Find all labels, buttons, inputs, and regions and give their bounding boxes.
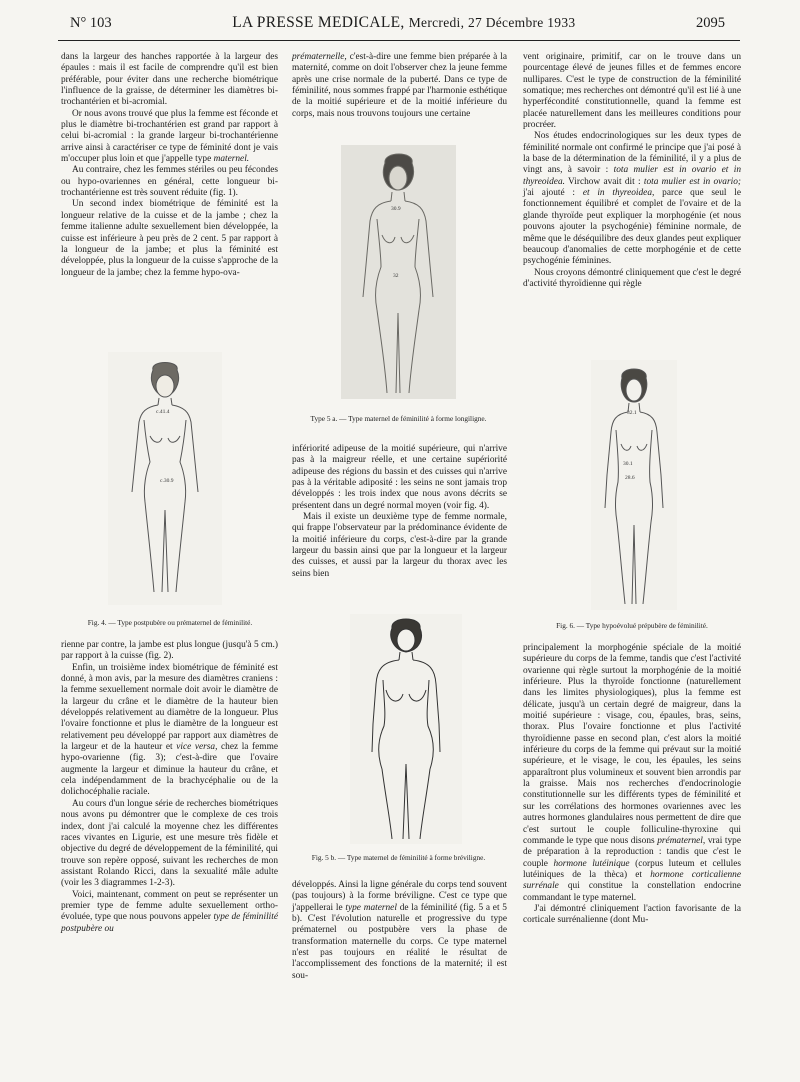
journal-title xyxy=(232,14,575,32)
measurement-label: 32 xyxy=(393,273,399,279)
column-2-top xyxy=(292,52,507,120)
paragraph: rienne par contre, la jambe est plus longue (jusqu'à 5 cm.) par rapport à la cuisse (fig. 2). xyxy=(61,640,278,662)
column-2-middle xyxy=(292,444,507,580)
column-1-bottom xyxy=(61,640,278,935)
issue-date: Mercredi, 27 Décembre 1933 xyxy=(408,15,576,30)
figure-4-photo xyxy=(108,352,222,605)
paragraph: Nos études endocrinologiques sur les deux types de féminilité normale ont confirmé le principe que j'ai posé à la base de la détermination de la féminilité, il y a plus de vingt ans, à savoir : tota mulier est in ovario et in thyreoidea. Virchow avait dit : tota mulier est in ovario; j'ai ajouté : et in thyreoidea, parce que seul le fonctionnement équilibré et complet de l'ovaire et de la glande thyroïde peut expliquer la morphogénie (et nous pouvons ajouter la psychogénie) féminine normale, de même que le déséquilibre des deux glandes peut expliquer beaucoup d'anomalies de cette morphogénie et de cette psychogénie féminines. xyxy=(523,131,742,267)
paragraph: développés. Ainsi la ligne générale du corps tend souvent (pas toujours) à la forme bréviligne. C'est ce type que j'appellerai le type maternel de la féminilité (fig. 5 a et 5 b). C'est l'évolution naturelle et progressive du type prématernel ou postpubère vers la phase de transformation maternelle du corps. Ce type maternel n'est pas toujours en réalité le résultat de l'accomplissement des fonctions de la maternité; il est sou- xyxy=(292,880,507,981)
paragraph: Enfin, un troisième index biométrique de féminité est donné, à mon avis, par la mesure des diamètres craniens : la femme sexuellement normale doit avoir le diamètre de la largeur du crâne et le diamètre de la hauteur bien développés relativement au diamètre de la longueur. Plus l'ovaire fonctionne et plus le diamètre de la longueur est relativement peu développé par rapport aux diamètres de la largeur et de la hauteur et vice versa, chez la femme hypo-ovarienne (fig. 3); c'est-à-dire que l'ovaire augmente la largeur et diminue la hauteur du crâne, et cela indépendamment de la brachycéphalie ou de la dolichocéphalie raciale. xyxy=(61,662,278,798)
journal-name: LA PRESSE MEDICALE, xyxy=(232,14,405,31)
paragraph: Mais il existe un deuxième type de femme normale, qui frappe l'observateur par la prédominance évidente de la moitié inférieure du corps, c'est-à-dire par la grande largeur du bassin ainsi que par la longueur et la largeur des cuisses, et aussi par la largeur du thorax avec les seins bien xyxy=(292,512,507,579)
paragraph: Au cours d'un longue série de recherches biométriques nous avons pu démontrer que le complexe de ces trois index, dont j'ai calculé la moyenne chez les différentes races vivantes en Ligurie, est une mesure très fidèle et objective du degré de développement de la féminilité, qui trouve son repère opposé, suivant les recherches de mon assistant Rolando Ricci, dans la sexualité mâle adulte (voir les 3 diagrammes 1-2-3). xyxy=(61,798,278,889)
paragraph: vent originaire, primitif, car on le trouve dans un pourcentage élevé de jeunes filles et de femmes encore nullipares. C'est le type de construction de la féminilité somatique; mes recherches ont démontré qu'il est lié à une hyperfécondité constitutionnelle, quand la femme est placée naturellement dans les meilleures conditions pour procréer. xyxy=(523,52,741,131)
figure-6-photo xyxy=(591,360,677,610)
issue-number: N° 103 xyxy=(70,15,112,31)
paragraph: Au contraire, chez les femmes stériles ou peu fécondes ou hypo-ovariennes en général, cette longueur bi-trochantérienne est très souvent réduite (fig. 1). xyxy=(61,165,278,199)
female-figure-illustration xyxy=(108,352,222,605)
measurement-label: 30.1 xyxy=(623,461,633,467)
paragraph: J'ai démontré cliniquement l'action favorisante de la corticale surrénalienne (dont Mu- xyxy=(523,903,741,926)
measurement-label: c.30.9 xyxy=(160,478,174,484)
column-3-top xyxy=(523,52,741,290)
measurement-label: c.41.4 xyxy=(156,409,170,415)
figure-4-caption: Fig. 4. — Type postpubère ou prématernel de féminilité. xyxy=(87,618,253,627)
column-3-bottom xyxy=(523,643,741,927)
female-figure-illustration xyxy=(591,360,677,610)
column-1-top xyxy=(61,52,278,279)
paragraph: prématernelle, c'est-à-dire une femme bien préparée à la maternité, comme on doit l'observer chez la jeune femme après une crise normale de la puberté. Dans ce type de féminilité, nous sommes frappé par l'harmonie esthétique de la moitié supérieure et de la moitié inférieure du corps, mais nous trouvons toujours une certaine xyxy=(292,52,507,119)
page-number: 2095 xyxy=(696,15,725,31)
paragraph: infériorité adipeuse de la moitié supérieure, qui n'arrive pas à la maigreur réelle, et une certaine supériorité adipeuse des régions du bassin et des cuisses qui n'arrive pas à la véritable adiposité : les seins ne sont jamais trop développés : les trois index que nous avons décrits se présentent dans un degré normal moyen (voir fig. 4). xyxy=(292,444,507,511)
header-rule xyxy=(58,40,740,41)
paragraph: Voici, maintenant, comment on peut se représenter un premier type de femme adulte sexuellement ortho-évoluée, type que nous pouvons appeler type de féminilité postpubère ou xyxy=(61,889,279,934)
paragraph: Or nous avons trouvé que plus la femme est féconde et plus le diamètre bi-trochantérien est grand par rapport à celui bi-acromial : la grande largeur bi-trochantérienne arrive ainsi à caractériser ce type de féminité dont je vais m'occuper plus loin et que j'appelle type maternel. xyxy=(61,108,278,165)
female-figure-illustration xyxy=(341,145,456,399)
figure-5a-caption: Type 5 a. — Type maternel de féminilité à forme longiligne. xyxy=(310,414,487,423)
page-header xyxy=(70,14,725,38)
paragraph: Nous croyons démontré cliniquement que c'est le degré d'activité thyroïdienne qui règle xyxy=(523,267,741,289)
female-figure-illustration xyxy=(350,614,462,844)
paragraph: Un second index biométrique de féminité est la longueur relative de la cuisse et de la jambe ; chez la femme italienne adulte sexuellement bien développée, la cuisse est inférieure à peu près de 2 cent. 5 par rapport à la longueur de la jambe; et plus la féminité est développée, plus la longueur de la cuisse s'approche de la longueur de la jambe; chez la femme hypo-ova- xyxy=(61,199,278,278)
measurement-label: 30.9 xyxy=(391,206,401,212)
figure-5a-photo xyxy=(341,145,456,399)
figure-5b-photo xyxy=(350,614,462,844)
paragraph: dans la largeur des hanches rapportée à la largeur des épaules : mais il est facile de comprendre qu'il est bien préférable, pour éviter dans une recherche biométrique l'influence de la graisse, de déterminer les diamètres bi-trochantérien et bi-acromial. xyxy=(61,52,278,108)
figure-5b-caption: Fig. 5 b. — Type maternel de féminilité à forme bréviligne. xyxy=(311,853,486,862)
measurement-label: 32.1 xyxy=(627,410,637,416)
figure-6-caption: Fig. 6. — Type hypoévolué prépubère de féminilité. xyxy=(556,621,708,630)
column-2-bottom xyxy=(292,880,507,982)
paragraph: principalement la morphogénie spéciale de la moitié supérieure du corps de la femme, tandis que c'est l'activité ovarienne qui règle surtout la morphogénie de la moitié inférieure. Plus la thyroïde fonctionne (naturellement dans les limites physiologiques), plus la femme est délicate, jusqu'à un certain degré de maigreur, dans la moitié supérieure : visage, cou, épaules, bras, seins, thorax. Plus l'ovaire fonctionne et plus l'activité thyroïdienne passe en second plan, c'est alors la moitié inférieure du corps de la femme qui prévaut sur la moitié supérieure, et le visage, le cou, les épaules, les seins apparaîtront plus volumineux et souvent bien arrondis par la graisse. Mais nos recherches d'endocrinologie constitutionnelle sur les différents types de féminilité et sur les corrélations des hormones ovariennes avec les autres hormones glandulaires nous permettent de dire que c'est surtout le couple folliculine-thyroxine qui commande le type que nous disons prématernel, vrai type de préparation à la reproduction : tandis que c'est le couple hormone lutéinique (corpus luteum et cellules lutéiniques de la thèca) et hormone corticalienne surrénale qui constitue la constellation endocrine commandant le type maternel. xyxy=(523,643,742,903)
measurement-label: 28.6 xyxy=(625,475,635,481)
